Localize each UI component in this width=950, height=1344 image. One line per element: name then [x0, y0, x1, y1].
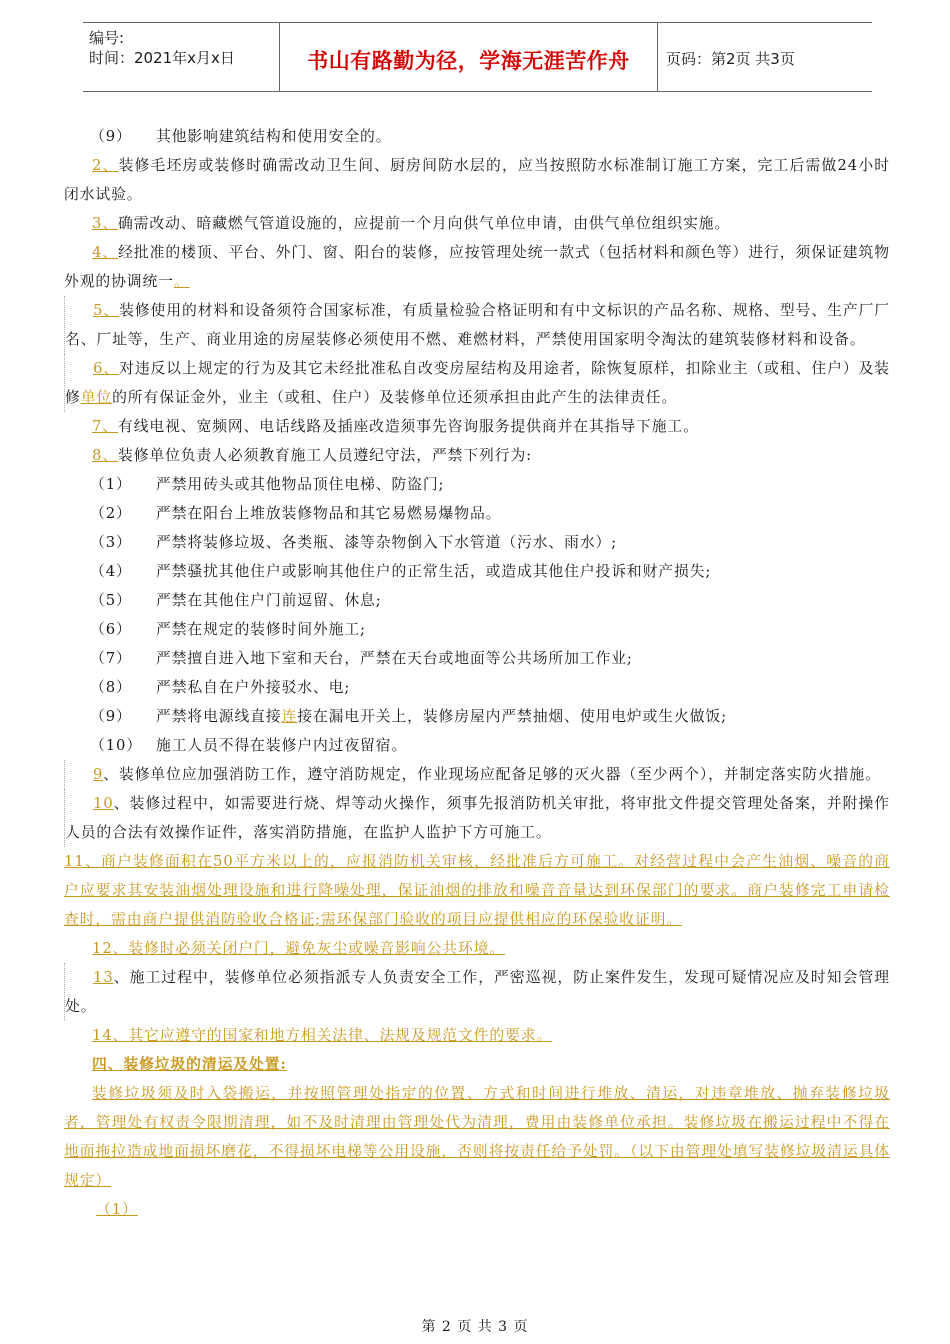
clause-number: 4、 — [92, 244, 119, 261]
item-text: 严禁擅自进入地下室和天台，严禁在天台或地面等公共场所加工作业; — [156, 650, 633, 667]
page-header — [83, 22, 872, 92]
clause-text-cont: 的所有保证金外，业主（或租、住户）及装修单位还须承担由此产生的法律责任。 — [112, 389, 678, 406]
prohibited-item-2 — [64, 499, 890, 528]
clause-13 — [64, 963, 890, 1021]
item-number: （1） — [96, 1201, 138, 1218]
clause-14 — [64, 1021, 890, 1050]
clause-text: 有线电视、宽频网、电话线路及插座改造须事先咨询服务提供商并在其指导下施工。 — [118, 418, 699, 435]
header-page-number: 页码：第2页 共3页 — [666, 50, 795, 68]
clause-text: 14、其它应遵守的国家和地方相关法律、法规及规范文件的要求。 — [92, 1027, 553, 1044]
section-4-heading — [64, 1050, 890, 1079]
clause-9 — [64, 760, 890, 789]
prohibited-item-9 — [64, 702, 890, 731]
prohibited-item-8 — [64, 673, 890, 702]
item-number: （7） — [90, 650, 132, 667]
clause-number: 10 — [93, 795, 114, 812]
clause-text: 12、装修时必须关闭户门，避免灰尘或噪音影响公共环境。 — [92, 940, 506, 957]
item-number: （2） — [90, 505, 132, 522]
header-motto-cell — [280, 23, 658, 91]
clause-text: 装修毛坯房或装修时确需改动卫生间、厨房间防水层的，应当按照防水标准制订施工方案，完工后需做24小时闭水试验。 — [64, 157, 891, 203]
clause-12 — [64, 934, 890, 963]
item-text: 严禁在规定的装修时间外施工; — [156, 621, 366, 638]
page-footer: 第 2 页 共 3 页 — [421, 1319, 529, 1335]
item-number: （4） — [90, 563, 132, 580]
clause-number: 13 — [93, 969, 114, 986]
clause-number: 9 — [93, 766, 104, 783]
item-text: 严禁在其他住户门前逗留、休息; — [156, 592, 382, 609]
prohibited-item-3 — [64, 528, 890, 557]
item-text: 严禁用砖头或其他物品顶住电梯、防盗门; — [156, 476, 445, 493]
prohibited-item-6 — [64, 615, 890, 644]
prohibited-item-10 — [64, 731, 890, 760]
clause-text: 装修使用的材料和设备须符合国家标准，有质量检验合格证明和有中文标识的产品名称、规格、型号、生产厂厂名、厂址等，生产、商业用途的房屋装修必须使用不燃、难燃材料，严禁使用国家明令淘汰的建筑装修材料和设备。 — [65, 302, 890, 348]
header-meta-cell — [83, 23, 280, 91]
clause-6 — [64, 354, 890, 412]
clause-text: 、施工过程中，装修单位必须指派专人负责安全工作，严密巡视，防止案件发生，发现可疑情况应及时知会管理处。 — [65, 969, 890, 1015]
item-number: （8） — [90, 679, 132, 696]
item-text-cont: 接在漏电开关上，装修房屋内严禁抽烟、使用电炉或生火做饭; — [297, 708, 727, 725]
item-text: 严禁骚扰其他住户或影响其他住户的正常生活，或造成其他住户投诉和财产损失; — [156, 563, 712, 580]
document-number-label: 编号: — [89, 29, 125, 47]
item-text: 严禁将电源线直接 — [156, 708, 282, 725]
header-page-cell — [658, 23, 872, 91]
clause-8 — [64, 441, 890, 470]
clause-number: 2、 — [92, 157, 119, 174]
item-text: 严禁在阳台上堆放装修物品和其它易燃易爆物品。 — [156, 505, 502, 522]
section-4-body — [64, 1079, 890, 1195]
clause-number: 5、 — [93, 302, 120, 319]
item-number: （9） — [90, 708, 132, 725]
section-4-item-1 — [64, 1195, 890, 1224]
document-time-label: 时间：2021年x月x日 — [89, 49, 235, 67]
revised-word: 连 — [281, 708, 298, 725]
prohibited-item-7 — [64, 644, 890, 673]
item-number: （9） — [90, 128, 132, 145]
item-text: 施工人员不得在装修户内过夜留宿。 — [156, 737, 408, 754]
item-number: （1） — [90, 476, 132, 493]
clause-2 — [64, 151, 890, 209]
clause-7 — [64, 412, 890, 441]
clause-text: 11、商户装修面积在50平方米以上的，应报消防机关审核，经批准后方可施工。对经营过程中会产生油烟、噪音的商户应要求其安装油烟处理设施和进行降噪处理，保证油烟的排放和噪音音量达到环保部门的要求。商户装修完工申请检查时，需由商户提供消防验收合格证;需环保部门验收的项目应提供相应的环保验收证明。 — [64, 853, 890, 928]
item-number: （6） — [90, 621, 132, 638]
clause-text: 经批准的楼顶、平台、外门、窗、阳台的装修，应按管理处统一款式（包括材料和颜色等）进行，须保证建筑物外观的协调统一 — [64, 244, 890, 290]
item-text: 严禁私自在户外接驳水、电; — [156, 679, 351, 696]
section-text: 装修垃圾须及时入袋搬运，并按照管理处指定的位置、方式和时间进行堆放、清运，对违章堆放、抛弃装修垃圾者，管理处有权责令限期清理，如不及时清理由管理处代为清理，费用由装修单位承担。装修垃圾在搬运过程中不得在地面拖拉造成地面损坏磨花，不得损坏电梯等公用设施，否则将按责任给予处罚。（以下由管理处填写装修垃圾清运具体规定） — [64, 1085, 890, 1189]
document-body — [64, 122, 890, 1224]
revised-word: 单位 — [80, 389, 113, 406]
clause-number: 3、 — [92, 215, 119, 232]
clause-text: 装修单位负责人必须教育施工人员遵纪守法，严禁下列行为: — [118, 447, 533, 464]
prohibited-item-1 — [64, 470, 890, 499]
clause-10 — [64, 789, 890, 847]
header-motto: 书山有路勤为径，学海无涯苦作舟 — [307, 49, 630, 73]
clause-number: 7、 — [92, 418, 119, 435]
clause-11 — [64, 847, 890, 934]
item-number: （10） — [90, 737, 143, 754]
clause-number: 6、 — [93, 360, 120, 377]
sub-item-9-other — [64, 122, 890, 151]
item-number: （3） — [90, 534, 132, 551]
item-number: （5） — [90, 592, 132, 609]
clause-text: 对违反以上规定的行为及其它未经批准私自改变房屋结构及用途者，除恢复原样，扣除业主（或租、住户）及装修 — [65, 360, 890, 406]
clause-text: 确需改动、暗藏燃气管道设施的，应提前一个月向供气单位申请，由供气单位组织实施。 — [118, 215, 731, 232]
clause-4 — [64, 238, 890, 296]
clause-5 — [64, 296, 890, 354]
prohibited-item-5 — [64, 586, 890, 615]
clause-end-mark: 。 — [173, 273, 190, 290]
item-text: 其他影响建筑结构和使用安全的。 — [156, 128, 392, 145]
clause-text: 、装修过程中，如需要进行烧、焊等动火操作，须事先报消防机关审批，将审批文件提交管理处备案，并附操作人员的合法有效操作证件，落实消防措施，在监护人监护下方可施工。 — [65, 795, 890, 841]
clause-number: 8、 — [92, 447, 119, 464]
item-text: 严禁将装修垃圾、各类瓶、漆等杂物倒入下水管道（污水、雨水）; — [156, 534, 618, 551]
section-title: 四、装修垃圾的清运及处置: — [92, 1056, 287, 1073]
clause-text: 、装修单位应加强消防工作，遵守消防规定，作业现场应配备足够的灭火器（至少两个），并制定落实防火措施。 — [103, 766, 881, 783]
prohibited-item-4 — [64, 557, 890, 586]
clause-3 — [64, 209, 890, 238]
